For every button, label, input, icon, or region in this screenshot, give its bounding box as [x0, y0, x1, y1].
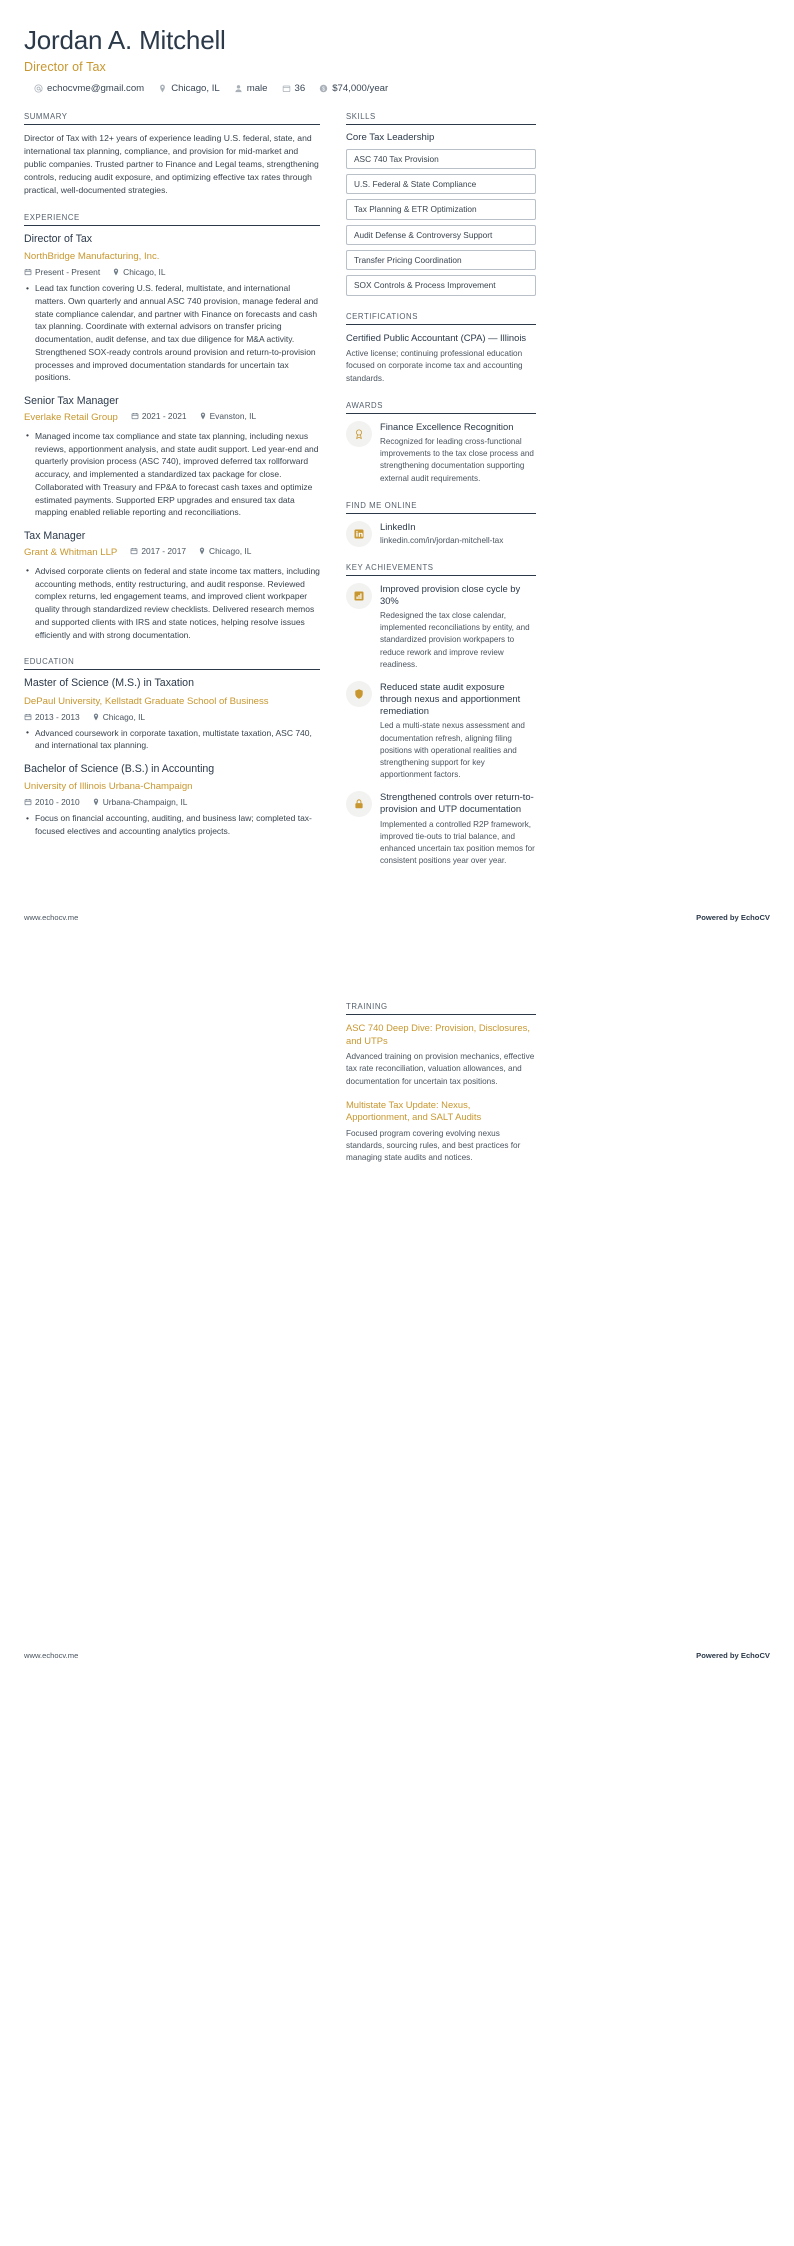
experience-subrow	[24, 545, 320, 559]
online-profile-title: LinkedIn	[380, 520, 416, 532]
experience-bullets	[24, 565, 320, 642]
contact-age	[282, 83, 306, 94]
education-dates	[24, 712, 80, 722]
calendar-icon	[131, 412, 139, 420]
education-location-value: Chicago, IL	[102, 711, 146, 722]
list-item: • Lead tax function covering U.S. federal, multistate, and international matters. Own quarterly and annual ASC 740 provision, manage federal and state compliance calendar, and partner with Finance on forecasts and cash tax planning. Coordinate with external advisors on transfer pricing documentation, audit defense, and tax due diligence for M&A activity. Strengthened SOX-ready controls around provision and return-to-provision processes and improved documentation standards for uncertain tax positions.	[24, 282, 320, 384]
list-item: • Managed income tax compliance and state tax planning, including nexus reviews, apportionment analysis, and state audit support. Led year-end and quarterly provision process (ASC 740), improved deferred tax rollforward accuracy, and implemented a standardized tax package for close. Collaborated with Treasury and FP&A to forecast cash taxes and optimize estimated payments. Supported ERP upgrades and ensured tax data mapping enabled reliable reporting and reconciliations.	[24, 430, 320, 519]
location-icon	[158, 84, 167, 93]
location-icon	[112, 268, 120, 276]
education-location	[92, 797, 188, 807]
education-dates-value: 2013 - 2013	[35, 711, 80, 722]
award-title: Finance Excellence Recognition	[380, 420, 514, 432]
education-degree: Master of Science (M.S.) in Taxation	[24, 677, 194, 690]
achievement-item	[346, 681, 536, 781]
calendar-icon	[24, 268, 32, 276]
contact-salary	[319, 83, 388, 94]
list-item: • Advised corporate clients on federal and state income tax matters, including accounting methods, entity restructuring, and audit response. Reviewed complex returns, led engagement teams, and improved client workpaper quality through standardized review checklists. Delivered research memos and supported clients with IRS and state notices, helping resolve issues efficiently and with strong documentation.	[24, 565, 320, 642]
section-label-skills: SKILLS	[346, 111, 376, 121]
achievement-body	[380, 791, 536, 867]
education-entry	[24, 763, 320, 838]
section-label-training: TRAINING	[346, 1002, 388, 1012]
section-label-summary: SUMMARY	[24, 111, 68, 121]
right-column-page2	[346, 1002, 536, 1180]
calendar-icon	[282, 84, 291, 93]
experience-company: NorthBridge Manufacturing, Inc.	[24, 251, 160, 263]
experience-job-title: Tax Manager	[24, 530, 86, 543]
experience-company: Everlake Retail Group	[24, 412, 118, 424]
achievement-description: Led a multi-state nexus assessment and documentation refresh, aligning filing positions with operational realities and strengthening support for key apportionment factors.	[380, 721, 525, 779]
education-location-value: Urbana-Champaign, IL	[102, 797, 188, 808]
footer-site[interactable]: www.echocv.me	[24, 1650, 79, 1660]
section-summary	[24, 112, 320, 197]
contact-location	[158, 83, 220, 94]
experience-location	[198, 546, 251, 556]
section-label-key-achievements: KEY ACHIEVEMENTS	[346, 562, 434, 572]
divider	[346, 1014, 536, 1015]
experience-location	[112, 267, 165, 277]
linkedin-icon	[346, 521, 372, 547]
experience-dates-value: Present - Present	[35, 267, 101, 278]
section-label-certifications: CERTIFICATIONS	[346, 311, 418, 321]
divider	[24, 124, 320, 125]
list-item: • Advanced coursework in corporate taxation, multistate taxation, ASC 740, and international tax planning.	[24, 727, 320, 753]
education-dates-value: 2010 - 2010	[35, 797, 80, 808]
location-icon	[199, 412, 207, 420]
experience-location-value: Chicago, IL	[209, 546, 252, 557]
training-title: Multistate Tax Update: Nexus, Apportionment, and SALT Audits	[346, 1098, 482, 1123]
experience-dates	[131, 411, 187, 421]
experience-subrow	[24, 410, 320, 424]
email-icon	[34, 84, 43, 93]
divider	[24, 225, 320, 226]
achievement-title: Improved provision close cycle by 30%	[380, 582, 521, 606]
page-footer	[0, 1651, 794, 1676]
resume-body	[24, 112, 770, 884]
divider	[346, 575, 536, 576]
calendar-icon	[130, 547, 138, 555]
contact-row	[24, 83, 770, 94]
online-profile-link[interactable]: linkedin.com/in/jordan-mitchell-tax	[380, 535, 504, 545]
footer-brand	[696, 1651, 770, 1660]
section-skills	[346, 112, 536, 296]
experience-dates-value: 2021 - 2021	[141, 411, 187, 422]
divider	[346, 124, 536, 125]
skill-chip: U.S. Federal & State Compliance	[346, 174, 536, 194]
lock-icon	[346, 791, 372, 817]
education-school: DePaul University, Kellstadt Graduate School of Business	[24, 695, 269, 707]
achievement-item	[346, 583, 536, 671]
location-icon	[198, 547, 206, 555]
calendar-icon	[24, 798, 32, 806]
section-education	[24, 657, 320, 837]
section-key-achievements	[346, 563, 536, 868]
left-column	[24, 112, 320, 854]
divider	[24, 669, 320, 670]
award-description: Recognized for leading cross-functional improvements to the tax close process and strengthening documentation supporting external audit requirements.	[380, 437, 534, 483]
education-dates	[24, 797, 80, 807]
education-entry	[24, 677, 320, 752]
experience-location-value: Evanston, IL	[209, 411, 257, 422]
experience-location-value: Chicago, IL	[123, 267, 166, 278]
experience-job-title: Senior Tax Manager	[24, 395, 119, 408]
online-profile-item[interactable]	[346, 521, 536, 547]
education-meta	[24, 797, 320, 807]
experience-dates	[24, 267, 100, 277]
footer-brand-name: EchoCV	[740, 913, 770, 923]
divider	[346, 513, 536, 514]
achievement-body	[380, 583, 536, 671]
certification-description: Active license; continuing professional education focused on corporate income tax and accounting standards.	[346, 348, 523, 383]
experience-bullets	[24, 430, 320, 519]
divider	[346, 324, 536, 325]
footer-site[interactable]: www.echocv.me	[24, 913, 79, 923]
section-certifications	[346, 312, 536, 385]
education-degree: Bachelor of Science (B.S.) in Accounting	[24, 763, 215, 776]
education-school: University of Illinois Urbana-Champaign	[24, 781, 193, 793]
footer-brand-name: EchoCV	[740, 1650, 770, 1660]
section-label-find-me-online: FIND ME ONLINE	[346, 500, 417, 510]
calendar-icon	[24, 713, 32, 721]
resume-header	[24, 26, 770, 94]
location-icon	[92, 798, 100, 806]
shield-icon	[346, 681, 372, 707]
achievement-title: Reduced state audit exposure through nexus and apportionment remediation	[380, 680, 521, 717]
section-find-me-online	[346, 501, 536, 547]
location-icon	[92, 713, 100, 721]
chart-bar-icon	[346, 583, 372, 609]
person-icon	[234, 84, 243, 93]
experience-entry	[24, 395, 320, 519]
skill-chip: Audit Defense & Controversy Support	[346, 225, 536, 245]
experience-meta	[24, 267, 320, 277]
contact-email	[34, 83, 144, 94]
skill-chip: ASC 740 Tax Provision	[346, 149, 536, 169]
page-title: Jordan A. Mitchell	[24, 25, 226, 55]
list-item: • Focus on financial accounting, auditing, and business law; completed tax-focused electives and accounting analytics projects.	[24, 812, 320, 838]
experience-job-title: Director of Tax	[24, 232, 93, 245]
experience-location	[199, 411, 257, 421]
award-icon	[346, 421, 372, 447]
experience-company: Grant & Whitman LLP	[24, 547, 118, 559]
section-label-experience: EXPERIENCE	[24, 212, 80, 222]
summary-text: Director of Tax with 12+ years of experience leading U.S. federal, state, and international tax planning, compliance, and provision for mid-market and public companies. Trusted partner to Finance and Legal teams, strengthening controls, reducing audit exposure, and optimizing effective tax rates through practical, well-documented strategies.	[24, 132, 319, 195]
salary-icon	[319, 84, 328, 93]
svg-text:$: $	[322, 86, 326, 93]
experience-meta	[130, 546, 251, 556]
training-item	[346, 1022, 536, 1088]
achievement-body	[380, 681, 536, 781]
contact-gender	[234, 83, 268, 94]
training-item	[346, 1099, 536, 1165]
training-title: ASC 740 Deep Dive: Provision, Disclosures, and UTPs	[346, 1022, 530, 1046]
contact-salary-value: $74,000/year	[332, 82, 389, 94]
header-job-title: Director of Tax	[24, 59, 106, 74]
right-column	[346, 112, 536, 884]
section-experience	[24, 213, 320, 641]
achievement-item	[346, 791, 536, 867]
training-description: Focused program covering evolving nexus standards, sourcing rules, and best practices for managing state audits and notices.	[346, 1128, 521, 1163]
section-label-education: EDUCATION	[24, 657, 75, 667]
section-label-awards: AWARDS	[346, 400, 383, 410]
online-profile-body	[380, 521, 536, 545]
footer-powered-prefix: Powered by	[696, 913, 741, 923]
education-bullets	[24, 727, 320, 753]
experience-entry	[24, 233, 320, 384]
divider	[346, 413, 536, 414]
award-body	[380, 421, 536, 485]
skill-chip: Transfer Pricing Coordination	[346, 250, 536, 270]
contact-location-value: Chicago, IL	[171, 82, 220, 94]
resume-page-2	[0, 958, 794, 1675]
education-location	[92, 712, 145, 722]
experience-bullets	[24, 282, 320, 384]
achievement-description: Redesigned the tax close calendar, implemented reconciliations by entity, and standardized provision workpapers to reduce rework and improve review readiness.	[380, 611, 530, 669]
resume-body-page2	[24, 1002, 770, 1180]
section-training	[346, 1002, 536, 1164]
experience-entry	[24, 530, 320, 641]
page-footer	[0, 913, 794, 922]
experience-dates-value: 2017 - 2017	[141, 546, 187, 557]
training-description: Advanced training on provision mechanics, effective tax rate reconciliation, valuation allowances, and documentation for uncertain tax positions.	[346, 1051, 535, 1086]
award-item	[346, 421, 536, 485]
experience-meta	[131, 411, 256, 421]
experience-dates	[130, 546, 186, 556]
certification-title: Certified Public Accountant (CPA) — Illinois	[346, 331, 527, 343]
footer-powered-prefix: Powered by	[696, 1650, 741, 1660]
contact-email-value: echocvme@gmail.com	[47, 82, 145, 94]
skill-chip: SOX Controls & Process Improvement	[346, 275, 536, 295]
resume-page-1	[0, 0, 794, 922]
footer-brand	[696, 913, 770, 922]
skills-group-title: Core Tax Leadership	[346, 131, 435, 143]
achievement-description: Implemented a controlled R2P framework, improved tie-outs to trial balance, and enhanced uncertain tax position memos for consistent positions year over year.	[380, 819, 535, 865]
achievement-title: Strengthened controls over return-to-provision and UTP documentation	[380, 791, 534, 815]
contact-age-value: 36	[294, 82, 306, 94]
education-bullets	[24, 812, 320, 838]
section-awards	[346, 401, 536, 485]
contact-gender-value: male	[246, 82, 268, 94]
education-meta	[24, 712, 320, 722]
skill-chip: Tax Planning & ETR Optimization	[346, 199, 536, 219]
